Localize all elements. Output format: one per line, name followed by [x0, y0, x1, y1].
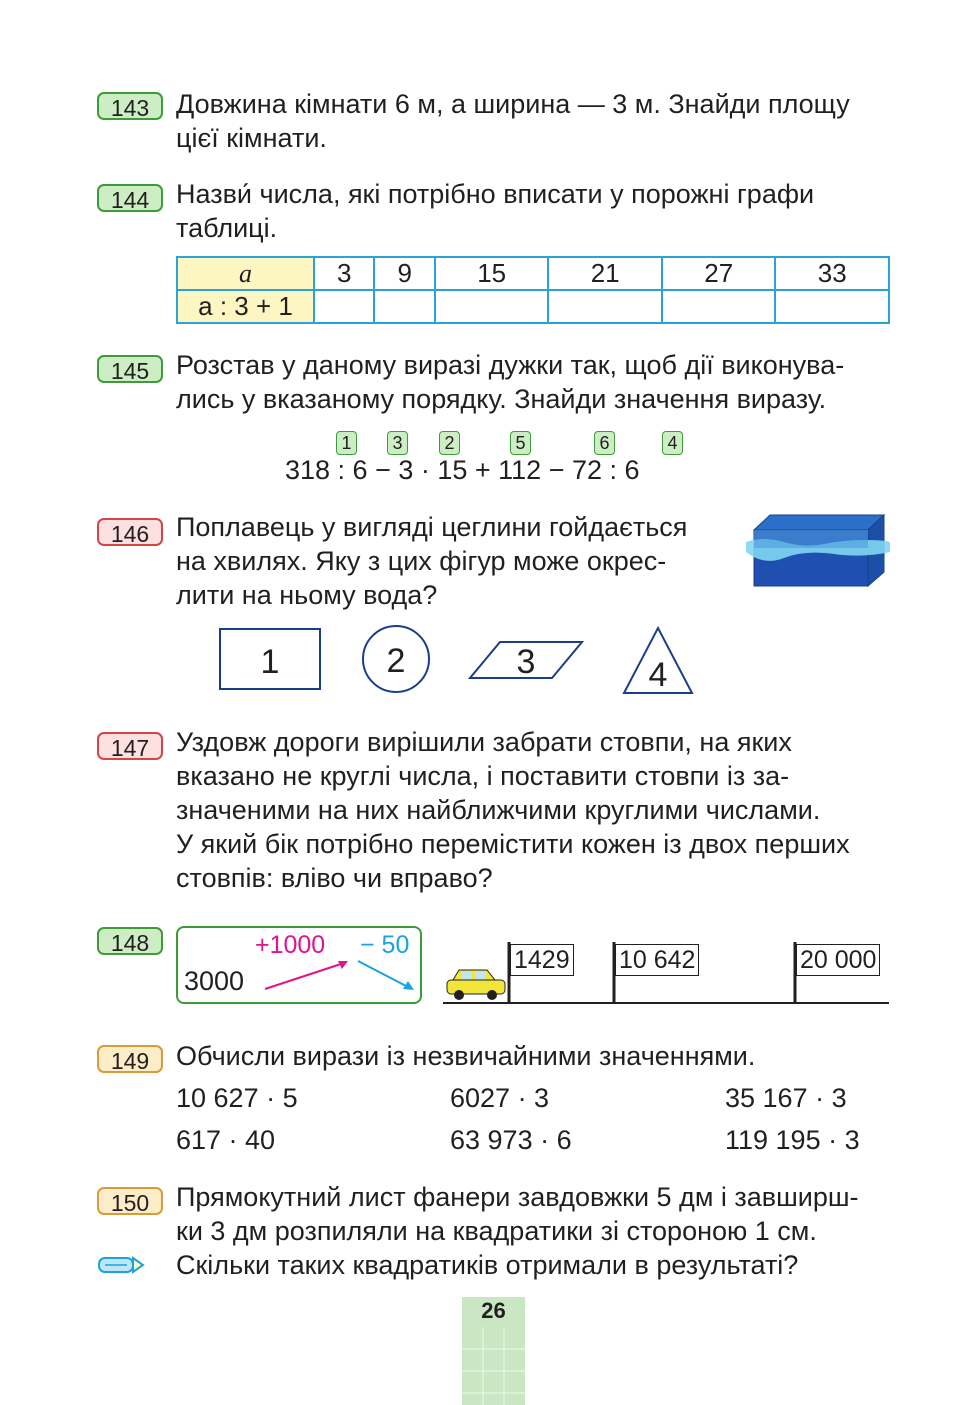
- table-cell: 9: [374, 257, 434, 290]
- table-empty-cell: [775, 290, 889, 323]
- table-head-formula: a : 3 + 1: [177, 290, 314, 323]
- order-badge: 3: [387, 431, 408, 455]
- figure-label: 4: [648, 656, 668, 694]
- task-149-text: Обчисли вирази із незвичайними значеннями.: [176, 1041, 756, 1071]
- expression-145: 318 : 6 − 3 · 15 + 112 − 72 : 6: [285, 455, 640, 485]
- task-number-149: 149: [97, 1045, 163, 1073]
- table-empty-cell: [662, 290, 776, 323]
- post-label: 20 000: [796, 944, 880, 976]
- task-150-text: Прямокутний лист фанери завдовжки 5 дм і завширш- ки 3 дм розпиляли на квадратики зі стороною 1 см. Скільки таких квадратиків отримали в результаті?: [176, 1182, 859, 1280]
- task-number-143: 143: [97, 92, 163, 120]
- post-label: 1429: [510, 944, 574, 976]
- table-empty-cell: [374, 290, 434, 323]
- task-number-146: 146: [97, 518, 163, 546]
- expression: 10 627 · 5: [176, 1083, 298, 1113]
- figure-options: [210, 622, 710, 698]
- brick-float-illustration: [744, 512, 890, 588]
- task-145-text: Розстав у даному виразі дужки так, щоб дії виконува- лись у вказаному порядку. Знайди значення виразу.: [176, 350, 845, 414]
- value-table: [176, 256, 890, 324]
- order-badge: 1: [336, 431, 357, 455]
- expression: 6027 · 3: [450, 1083, 550, 1113]
- start-number: 3000: [184, 966, 245, 996]
- order-badge: 2: [439, 431, 460, 455]
- task-number-147: 147: [97, 732, 163, 760]
- task-147-text: Уздовж дороги вирішили забрати стовпи, на яких вказано не круглі числа, і поставити стовпи із за- значеними на них найближчими круглими числами. У який бік потрібно перемістити кожен із двох перших стовпів: вліво чи вправо?: [176, 727, 850, 893]
- hint-arrows: [260, 955, 420, 995]
- table-head-a: a: [177, 257, 314, 290]
- car-icon: [447, 970, 505, 1000]
- expression: 617 · 40: [176, 1125, 276, 1155]
- task-number-148: 148: [97, 927, 163, 955]
- table-empty-cell: [435, 290, 549, 323]
- figure-label: 3: [516, 643, 536, 681]
- task-144-text: Назви́ числа, які потрібно вписати у порожні графи таблиці.: [176, 179, 815, 243]
- figure-label: 1: [260, 643, 280, 681]
- expression: 63 973 · 6: [450, 1125, 572, 1155]
- table-cell: 21: [548, 257, 662, 290]
- task-number-150: 150: [97, 1187, 163, 1215]
- table-cell: 33: [775, 257, 889, 290]
- order-badge: 4: [662, 431, 683, 455]
- task-143-text: Довжина кімнати 6 м, а ширина — 3 м. Знайди площу цієї кімнати.: [176, 89, 850, 153]
- task-number-145: 145: [97, 355, 163, 383]
- minus-label: − 50: [360, 931, 410, 959]
- expression: 119 195 · 3: [725, 1125, 860, 1155]
- task-146-text: Поплавець у вигляді цеглини гойдається на хвилях. Яку з цих фігур може окрес- лити на ньому вода?: [176, 512, 688, 610]
- page-number: 26: [481, 1298, 506, 1323]
- table-cell: 27: [662, 257, 776, 290]
- figure-label: 2: [386, 642, 406, 680]
- order-badge: 6: [594, 431, 615, 455]
- order-badge: 5: [510, 431, 531, 455]
- table-cell: 3: [314, 257, 374, 290]
- post-label: 10 642: [615, 944, 699, 976]
- table-empty-cell: [314, 290, 374, 323]
- task-number-144: 144: [97, 184, 163, 212]
- expression: 35 167 · 3: [725, 1083, 847, 1113]
- page-number-tab: [462, 1297, 525, 1405]
- plus-label: +1000: [255, 931, 326, 959]
- pencil-icon: [97, 1254, 145, 1276]
- table-empty-cell: [548, 290, 662, 323]
- table-cell: 15: [435, 257, 549, 290]
